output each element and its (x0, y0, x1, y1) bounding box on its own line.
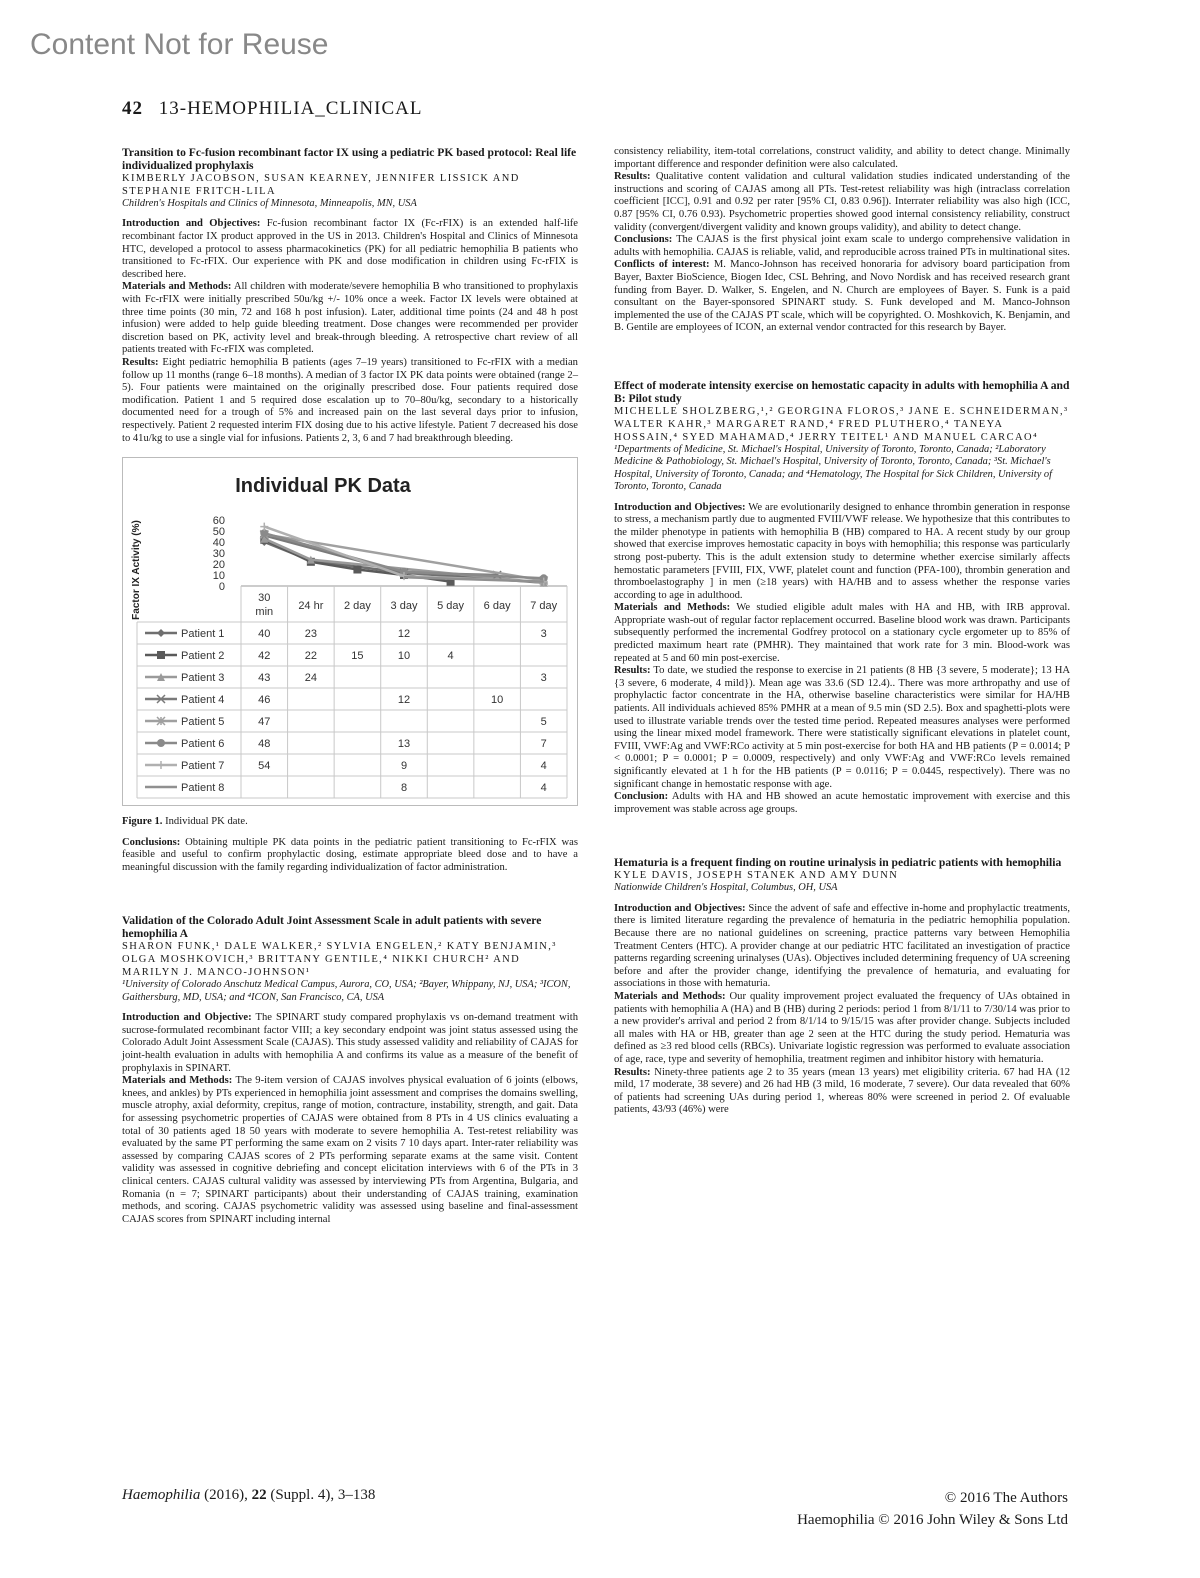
copyright-publisher: Haemophilia © 2016 John Wiley & Sons Ltd (797, 1512, 1068, 1528)
right-column (614, 146, 1070, 1117)
section-title: 13-HEMOPHILIA_CLINICAL (158, 98, 423, 119)
legend-label: Patient 8 (181, 782, 225, 795)
data-label: 42 (258, 650, 271, 663)
intro-paragraph (122, 218, 578, 281)
legend-marker (157, 629, 165, 637)
data-label: 22 (304, 650, 317, 663)
abstract-title: Transition to Fc-fusion recombinant factor IX using a pediatric PK based protocol: Real life individualized prophylaxis (122, 146, 577, 172)
methods-text: We studied eligible adult males with HA and HB, with IRB approval. Appropriate wash-out of regular factor replacement occurred. Baseline blood work was drawn. Participants subsequently performed the incremental Godfrey protocol on a stationary cycle ergometer up to 85% of predicted maximum heart rate (PMHR). They maintained that work rate for 3 min. Blood-work was repeated at 5 and 60 min post-exercise. (614, 602, 1070, 664)
watermark: Content Not for Reuse (30, 28, 329, 61)
intro-lead: Introduction and Objectives: (614, 902, 746, 914)
x-tick-label: 7 day (530, 600, 558, 613)
results-paragraph (614, 1067, 1070, 1117)
abstract-cajas-continued (614, 146, 1070, 335)
data-label: 7 (540, 738, 547, 751)
data-label: 54 (258, 760, 271, 773)
legend-marker (157, 761, 165, 769)
data-label: 5 (540, 716, 547, 729)
data-label: 8 (400, 782, 408, 795)
intro-paragraph (122, 1012, 578, 1075)
abstract-affiliation: Children's Hospitals and Clinics of Minnesota, Minneapolis, MN, USA (122, 198, 417, 209)
data-label: 12 (397, 694, 411, 707)
conclusions-text: Obtaining multiple PK data points in the pediatric patient transitioning to Fc-rFIX was feasible and useful to confirm prophylactic dosing, estimate appropriate bleed dose and to have a meaningful discussion with the family regarding individualization of factor administration. (122, 836, 578, 873)
legend-label: Patient 4 (181, 694, 225, 707)
intro-lead: Introduction and Objectives: (614, 501, 746, 513)
legend-label: Patient 1 (181, 628, 225, 641)
x-tick-label: 5 day (437, 600, 465, 613)
figure-caption (122, 816, 578, 829)
conclusions-lead: Conclusion: (614, 791, 669, 803)
abstract-authors: KIMBERLY JACOBSON, SUSAN KEARNEY, JENNIFER LISSICK AND STEPHANIE FRITCH-LILA (122, 173, 520, 197)
results-text: Qualitative content validation and cultural validation studies indicated understanding of the instructions and scoring of CAJAS among all PTs. Test-retest reliability was high (intraclass correlation coefficient [ICC], 0.91 and 0.92 per rater [95% CI, 0.83 0.96]). Interrater reliability was also high (ICC, 0.87 [95% CI, 0.76 0.93). Psychometric properties showed good internal consistency reliability, construct validity (convergent/divergent validity and known groups validity), and ability to detect change. (614, 171, 1071, 233)
conflicts-text: M. Manco-Johnson has received honoraria for advisory board participation from Bayer, Baxter BioScience, Biogen Idec, CSL Behring, and Novo Nordisk and has received research grant funding from Bayer. D. Walker, S. Engelen, and N. Church are employees of Bayer. S. Funk is a paid consultant on the Bayer-sponsored SPINART study. S. Funk developed and M. Manco-Johnson implemented the use of the CAJAS PT scale, which will be copyrighted. O. Moshkovich, K. Benjamin, and B. Gentile are employees of ICON, an external vendor contracted for this research by Bayer. (614, 259, 1070, 334)
methods-paragraph (122, 281, 578, 357)
methods-paragraph (614, 991, 1070, 1067)
y-tick-label: 40 (212, 537, 225, 550)
abstract-affiliation: ¹University of Colorado Anschutz Medical Campus, Aurora, CO, USA; ²Bayer, Whippany, NJ, USA; ³ICON, Gaithersburg, MD, USA; and ⁴ICON, San Francisco, CA, USA (122, 979, 571, 1003)
abstract-pk-transition (122, 146, 578, 874)
data-label: 13 (397, 738, 411, 751)
data-label: 9 (400, 760, 408, 773)
data-label: 46 (258, 694, 271, 707)
abstract-authors: SHARON FUNK,¹ DALE WALKER,² SYLVIA ENGELEN,² KATY BENJAMIN,³ OLGA MOSHKOVICH,³ BRITTANY GENTILE,⁴ NIKKI CHURCH² AND MARILYN J. MANCO-JOHNSON¹ (122, 941, 557, 979)
intro-lead: Introduction and Objective: (122, 1012, 252, 1024)
citation-volume: 22 (251, 1487, 267, 1503)
data-point (260, 523, 268, 531)
results-paragraph (614, 171, 1070, 234)
abstract-exercise (614, 379, 1070, 816)
data-label: 47 (258, 716, 271, 729)
results-lead: Results: (122, 356, 159, 368)
methods-text: All children with moderate/severe hemophilia B who transitioned to prophylaxis with Fc-rFIX were initially prescribed 50u/kg +/- 10% once a week. Factor IX levels were obtained at three time points (30 min, 72 and 168 h post infusion). Later, additional time points (24 and 48 h post infusion) were added to help guide bleeding treatment. Dose changes were recommended per provider discretion based on PK, activity level and break-through bleeding. A retrospective chart review of all patients treated with Fc-rFIX was completed. (122, 281, 578, 356)
conclusions-text: The CAJAS is the first physical joint exam scale to undergo comprehensive validation in adults with hemophilia. CAJAS is reliable, valid, and reproducible across trained PTs in multinational sites. (614, 234, 1070, 258)
x-tick-label: 2 day (343, 600, 371, 613)
methods-text: The 9-item version of CAJAS involves physical evaluation of 6 joints (elbows, knees, and ankles) by PTs experienced in hemophilia joint assessment and comprises the domains swelling, muscle atrophy, axial deformity, crepitus, range of motion, contracture, instability, strength, and gait. Data for assessing psychometric properties of CAJAS were obtained from 8 PTs in 4 US clinics evaluating a total of 30 patients aged 18 50 years with moderate to severe hemophilia A. Test-retest reliability was evaluated by the same PT performing the same exam on 2 visits 7 10 days apart. Inter-rater reliability was assessed by comparing CAJAS scores of 2 PTs performing separate exams at the same visit. Content validity was assessed in cognitive debriefing and concept elicitation interviews with 6 of the PTs in 3 clinical centers. CAJAS cultural validity was assessed by interviewing PTs from Argentina, Bulgaria, and Romania (n = 7; SPINART participants) about their understanding of CAJAS training, examination methods, and scoring. CAJAS psychometric validity was assessed using baseline and final-assessment CAJAS scores from SPINART including internal (122, 1075, 578, 1225)
abstract-cajas (122, 914, 578, 1226)
results-text: To date, we studied the response to exercise in 21 patients (8 HB {3 severe, 5 moderate}; 13 HA {3 severe, 6 moderate, 4 mild}). Mean age was 33.6 (SD 12.4).. There was more arthropathy and use of prophylactic factor concentrate in the HA, otherwise baseline characteristics were similar for HA/HB patients. All individuals achieved 85% PMHR at a mean of 9.5 min (SD 2.5). Box and spaghetti-plots were used to illustrate variable trends over the tested time period. Repeated measures analyses were performed using the linear mixed model framework. There were statistically significant elevations in platelet count, FVIII, VWF:Ag and VWF:RCo activity at 5 min post-exercise for both HA and HB patients (P = 0.0014; P < 0.0001; P = 0.0001; P = 0.0009, respectively) and only VWF:Ag and VWF:RCo levels remained significantly elevated at 1 h for the HB patients (P = 0.0116; P = 0.0445, respectively). There was no significant change in hemostatic response with age. (614, 665, 1070, 790)
footer-citation (122, 1487, 375, 1504)
y-tick-label: 10 (212, 570, 225, 583)
legend-label: Patient 3 (181, 672, 225, 685)
data-label: 40 (258, 628, 271, 641)
conclusions-lead: Conclusions: (122, 836, 181, 848)
footer-copyright (797, 1487, 1068, 1531)
abstract-hematuria (614, 856, 1070, 1117)
data-label: 15 (351, 650, 364, 663)
data-label: 4 (540, 760, 547, 773)
legend-label: Patient 6 (181, 738, 225, 751)
legend-marker (157, 651, 165, 659)
continued-paragraph: consistency reliability, item-total correlations, construct validity, and ability to detect change. Minimally important difference and responder definition were also calculated. (614, 146, 1070, 170)
legend-marker (157, 739, 165, 747)
pk-chart (122, 457, 578, 806)
intro-lead: Introduction and Objectives: (122, 218, 261, 230)
results-paragraph (122, 357, 578, 445)
chart-title: Individual PK Data (235, 475, 411, 498)
abstract-title: Effect of moderate intensity exercise on hemostatic capacity in adults with hemophilia A and B: Pilot study (614, 378, 1070, 405)
intro-text: Since the advent of safe and effective in-home and prophylactic treatments, there is limited literature regarding the prevalence of hematuria in the pediatric hemophilia population. Because there are no national guidelines on screening, practice patterns vary between Hemophilia Treatment Centers (HTC). A provider change at our pediatric HTC facilitated an investigation of practice patterns regarding screening urinalyses (UAs). Objectives included determining frequency of UA screening before and after the provider change, identifying the prevalence of hematuria, and evaluating for associations in those with hematuria. (614, 902, 1070, 990)
pk-chart-svg (123, 458, 577, 805)
intro-text: We are evolutionarily designed to enhance thrombin generation in response to stress, a mechanism partly due to augmented FVIII/VWF release. We hypothesize that this contributes to the milder phenotype in patients with hemophilia B (HB) compared to HA. A recent study by our group showed that exercise improves hemostatic capacity in boys with hemophilia; this response was particularly strong post-puberty. This is the adult extension study to determine whether exercise similarly affects hemostatic parameters [FVIII, FIX, VWF, platelet count and function (PFA-100), thrombin generation and thromboelastography ] in men (≥18 years) with HA/HB and to assess whether the response varies according to age in adulthood. (614, 501, 1070, 601)
conclusions-text: Adults with HA and HB showed an acute hemostatic improvement with exercise and this improvement was stable across age groups. (614, 791, 1070, 815)
legend-label: Patient 7 (181, 760, 225, 773)
abstract-title: Hematuria is a frequent finding on routine urinalysis in pediatric patients with hemophilia (614, 856, 1062, 870)
conclusions-paragraph (122, 837, 578, 875)
page-number: 42 (122, 98, 143, 119)
results-lead: Results: (614, 1066, 651, 1078)
y-axis-label: Factor IX Activity (%) (131, 520, 142, 620)
legend-label: Patient 5 (181, 716, 225, 729)
citation-rest: (Suppl. 4), 3–138 (266, 1487, 376, 1503)
conflicts-paragraph (614, 259, 1070, 335)
methods-lead: Materials and Methods: (614, 990, 726, 1002)
results-text: Eight pediatric hemophilia B patients (ages 7–19 years) transitioned to Fc-rFIX with a median follow up 11 months (range 6–18 months). A median of 3 factor IX PK data points were obtained (range 2–5). Four patients were maintained on the originally prescribed dose. Four patients required dose modification. Patient 1 and 5 required dose escalation up to 70–80u/kg, secondary to a historically documented need for a trough of 5% and increased pain on the last several days prior to infusion, respectively. Patient 2 requested interim FIX dosing due to his active lifestyle. Patient 7 decreased his dose to 41u/kg to use a single vial for infusions. Patients 2, 3, 6 and 7 had breakthrough bleeding. (122, 356, 578, 444)
data-label: 4 (447, 650, 454, 663)
results-paragraph (614, 665, 1070, 791)
data-point (353, 566, 361, 574)
figure-caption-lead: Figure 1. (122, 816, 163, 828)
x-tick-label: 6 day (483, 600, 511, 613)
figure-caption-text: Individual PK date. (165, 816, 248, 828)
methods-paragraph (122, 1075, 578, 1226)
y-tick-label: 20 (212, 559, 225, 572)
legend-label: Patient 2 (181, 650, 225, 663)
abstract-title: Validation of the Colorado Adult Joint Assessment Scale in adult patients with severe hemophilia A (122, 914, 542, 941)
results-lead: Results: (614, 665, 651, 677)
y-tick-label: 60 (212, 515, 225, 528)
y-tick-label: 50 (212, 526, 225, 539)
results-text: Ninety-three patients age 2 to 35 years (mean 13 years) met eligibility criteria. 67 had HA (12 mild, 17 moderate, 38 severe) and 26 had HB (3 mild, 16 moderate, 7 severe). Our data revealed that 60% of patients had screening UAs during period 1, whereas 80% were screened in period 2. Of evaluable patients, 43/93 (46%) were (614, 1066, 1070, 1116)
y-tick-label: 30 (212, 548, 225, 561)
conclusions-paragraph (614, 234, 1070, 259)
intro-text: The SPINART study compared prophylaxis vs on-demand treatment with sucrose-formulated recombinant factor VIII; a key secondary endpoint was joint status assessed using the Colorado Adult Joint Assessment Scale (CAJAS). This study assessed validity and reliability of CAJAS for joint-health evaluation in adults with hemophilia A and confirms its value as a measure of the benefit of prophylaxis in SPINART. (122, 1012, 578, 1074)
data-label: 43 (258, 672, 271, 685)
data-label: 12 (397, 628, 411, 641)
intro-text: Fc-fusion recombinant factor IX (Fc-rFIX) is an extended half-life recombinant factor IX product approved in the US in 2013. Children's Hospital and Clinics of Minnesota HTC, developed a protocol to assess pharmacokinetics (PK) for all pediatric hemophilia B patients who transitioned to Fc-rFIX. Our experience with PK and dose modification in children using Fc-rFIX is described here. (122, 218, 578, 280)
y-tick-label: 0 (218, 581, 225, 594)
conclusions-paragraph (614, 791, 1070, 816)
data-label: 4 (540, 782, 547, 795)
methods-lead: Materials and Methods: (122, 281, 232, 293)
methods-lead: Materials and Methods: (614, 602, 731, 614)
x-tick-label: 24 hr (298, 600, 324, 613)
data-label: 3 (540, 628, 547, 641)
section-header (122, 98, 422, 120)
citation-year: (2016), (200, 1487, 252, 1503)
data-label: 23 (304, 628, 317, 641)
data-label: 10 (491, 694, 504, 707)
copyright-authors: © 2016 The Authors (944, 1490, 1068, 1506)
data-label: 24 (304, 672, 317, 685)
intro-paragraph (614, 903, 1070, 991)
journal-name: Haemophilia (122, 1487, 201, 1503)
x-tick-label: 30 min (255, 592, 274, 619)
left-column (122, 146, 578, 1226)
data-label: 48 (258, 738, 271, 751)
abstract-authors: MICHELLE SHOLZBERG,¹,² GEORGINA FLOROS,³ JANE E. SCHNEIDERMAN,³ WALTER KAHR,³ MARGARET RAND,⁴ FRED PLUTHERO,⁴ TANEYA HOSSAIN,⁴ SYED MAHAMAD,⁴ JERRY TEITEL¹ AND MANUEL CARCAO⁴ (614, 405, 1069, 443)
data-label: 3 (540, 672, 547, 685)
results-lead: Results: (614, 171, 651, 183)
methods-text: Our quality improvement project evaluated the frequency of UAs obtained in patients with hemophilia A (HA) and B (HB) during 2 periods: period 1 from 8/1/11 to 7/30/14 was prior to a new provider's arrival and period 2 from 8/1/14 to 9/15/15 was after provider change. Subjects included all males with HA or HB, greater than age 2 seen at the HTC during the study period. Hematuria was defined as ≥3 red blood cells (RBCs). Univariate logistic regression was performed to evaluate association of age, race, type and severity of hemophilia, treatment regimen and inhibitor history with hematuria. (614, 990, 1070, 1065)
conclusions-lead: Conclusions: (614, 234, 673, 246)
intro-paragraph (614, 502, 1070, 603)
conflicts-lead: Conflicts of interest: (614, 259, 710, 271)
abstract-affiliation: Nationwide Children's Hospital, Columbus, OH, USA (614, 882, 838, 894)
data-label: 10 (397, 650, 411, 663)
abstract-authors: KYLE DAVIS, JOSEPH STANEK AND AMY DUNN (614, 870, 899, 882)
methods-lead: Materials and Methods: (122, 1075, 233, 1087)
methods-paragraph (614, 602, 1070, 665)
abstract-affiliation: ¹Departments of Medicine, St. Michael's Hospital, University of Toronto, Toronto, Canada; ²Laboratory Medicine & Pathobiology, St. Michael's Hospital, University of Toronto, Toronto, Canada; ³St. Michael's Hospital, University of Toronto, Canada; and ⁴Hematology, The Hospital for Sick Children, University of Toronto, Toronto, Canada (614, 443, 1052, 493)
x-tick-label: 3 day (390, 600, 418, 613)
